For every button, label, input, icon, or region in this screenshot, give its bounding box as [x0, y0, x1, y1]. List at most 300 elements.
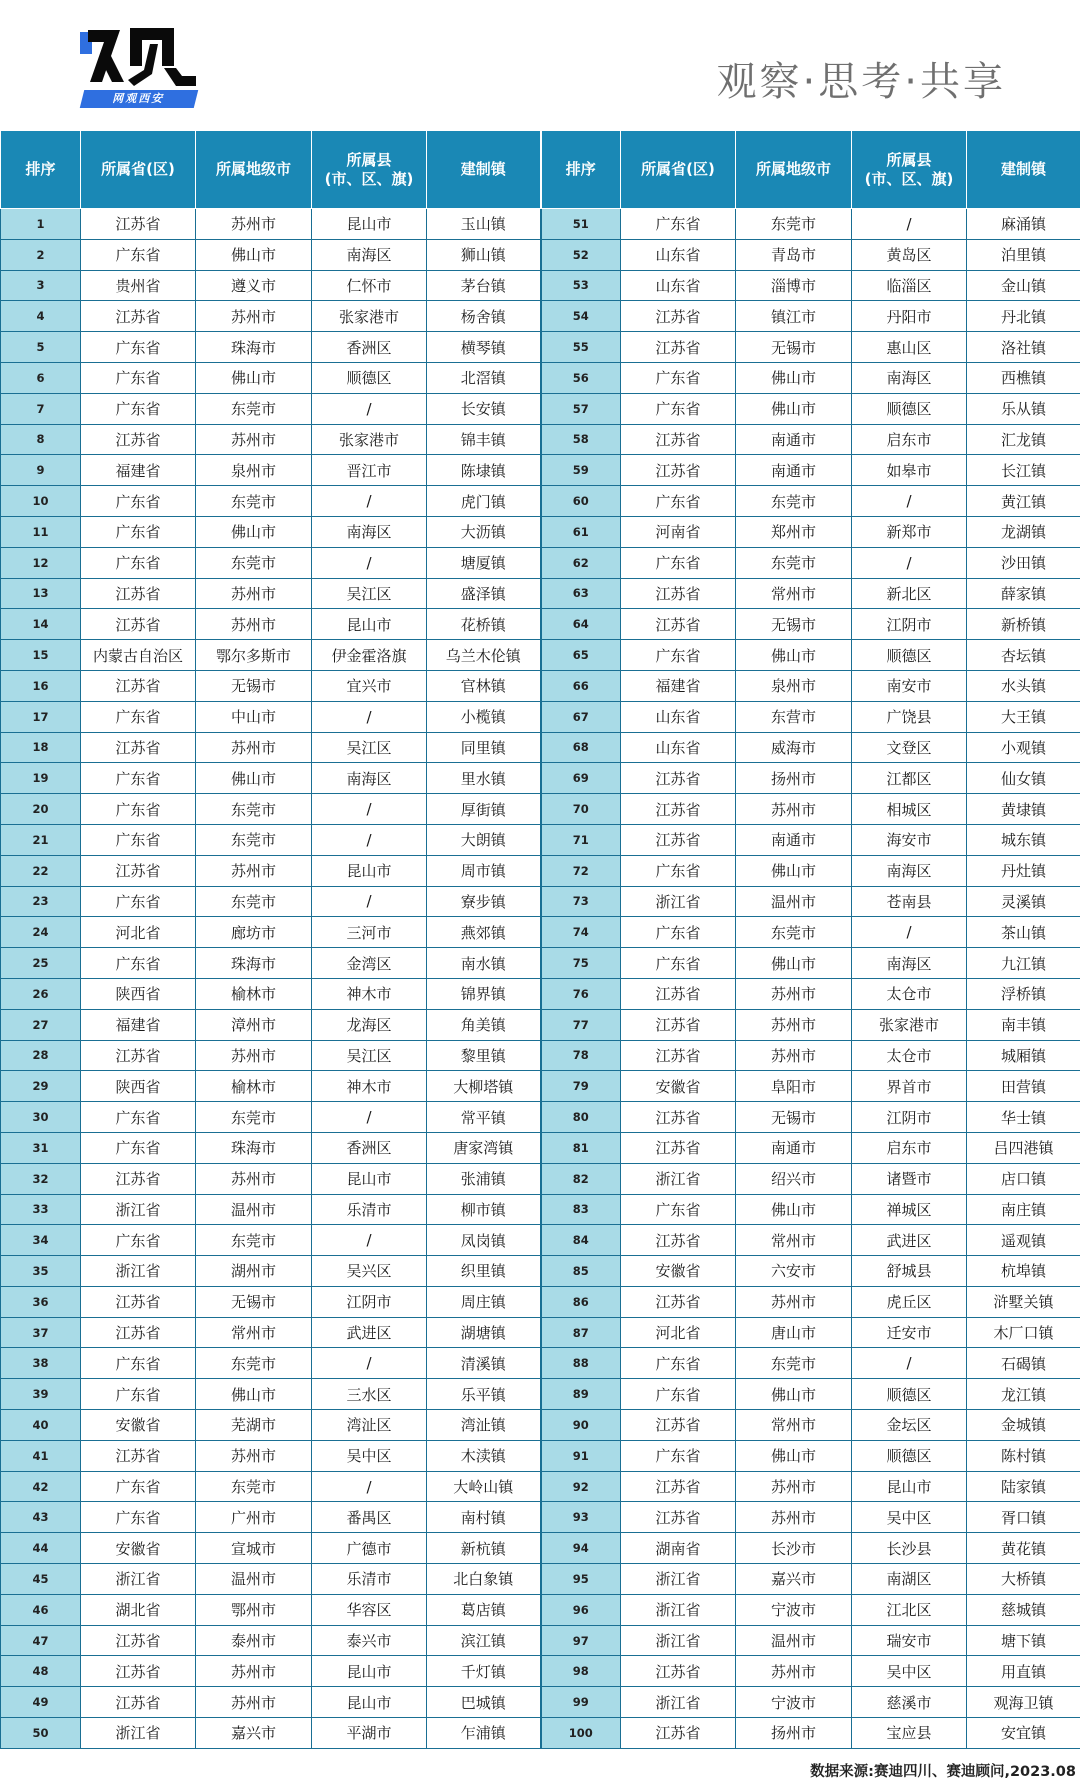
cell-rank: 64 — [541, 609, 621, 640]
cell-city: 温州市 — [736, 1625, 852, 1656]
logo — [80, 24, 200, 112]
cell-county: 神木市 — [312, 978, 427, 1009]
cell-town: 张浦镇 — [427, 1163, 541, 1194]
cell-rank: 4 — [1, 301, 81, 332]
cell-town: 长江镇 — [967, 455, 1080, 486]
cell-province: 江苏省 — [621, 1286, 736, 1317]
cell-province: 浙江省 — [621, 1625, 736, 1656]
cell-city: 苏州市 — [196, 578, 312, 609]
cell-rank: 21 — [1, 824, 81, 855]
cell-town: 厚街镇 — [427, 794, 541, 825]
cell-town: 同里镇 — [427, 732, 541, 763]
cell-province: 江苏省 — [621, 1040, 736, 1071]
cell-town: 大王镇 — [967, 701, 1080, 732]
cell-town: 浒墅关镇 — [967, 1286, 1080, 1317]
cell-town: 泊里镇 — [967, 239, 1080, 270]
cell-county: 张家港市 — [852, 1009, 967, 1040]
cell-town: 新杭镇 — [427, 1533, 541, 1564]
cell-county: 顺德区 — [852, 1379, 967, 1410]
cell-province: 广东省 — [81, 763, 196, 794]
cell-city: 温州市 — [736, 886, 852, 917]
table-row — [1, 701, 1080, 732]
cell-rank: 68 — [541, 732, 621, 763]
cell-town: 黄埭镇 — [967, 794, 1080, 825]
cell-rank: 29 — [1, 1071, 81, 1102]
cell-province: 广东省 — [621, 948, 736, 979]
cell-province: 江苏省 — [621, 794, 736, 825]
cell-rank: 99 — [541, 1687, 621, 1718]
cell-city: 佛山市 — [736, 855, 852, 886]
cell-city: 常州市 — [736, 1225, 852, 1256]
cell-city: 苏州市 — [736, 794, 852, 825]
cell-town: 常平镇 — [427, 1102, 541, 1133]
cell-county: 顺德区 — [312, 362, 427, 393]
cell-town: 凤岗镇 — [427, 1225, 541, 1256]
cell-town: 茅台镇 — [427, 270, 541, 301]
cell-rank: 34 — [1, 1225, 81, 1256]
cell-town: 杏坛镇 — [967, 640, 1080, 671]
cell-town: 黎里镇 — [427, 1040, 541, 1071]
table-row — [1, 1471, 1080, 1502]
cell-province: 江苏省 — [621, 1656, 736, 1687]
cell-county: 诸暨市 — [852, 1163, 967, 1194]
cell-rank: 2 — [1, 239, 81, 270]
cell-city: 苏州市 — [196, 1687, 312, 1718]
cell-rank: 89 — [541, 1379, 621, 1410]
cell-town: 虎门镇 — [427, 486, 541, 517]
cell-province: 山东省 — [621, 239, 736, 270]
cell-rank: 66 — [541, 670, 621, 701]
cell-city: 温州市 — [196, 1194, 312, 1225]
cell-town: 丹灶镇 — [967, 855, 1080, 886]
table-row — [1, 855, 1080, 886]
cell-city: 苏州市 — [736, 978, 852, 1009]
cell-city: 镇江市 — [736, 301, 852, 332]
cell-county: 长沙县 — [852, 1533, 967, 1564]
cell-province: 广东省 — [621, 917, 736, 948]
cell-county: 吴兴区 — [312, 1256, 427, 1287]
cell-city: 东莞市 — [196, 1225, 312, 1256]
cell-province: 山东省 — [621, 270, 736, 301]
cell-town: 田营镇 — [967, 1071, 1080, 1102]
cell-town: 胥口镇 — [967, 1502, 1080, 1533]
cell-province: 广东省 — [81, 1471, 196, 1502]
cell-province: 广东省 — [81, 948, 196, 979]
cell-town: 城东镇 — [967, 824, 1080, 855]
cell-rank: 70 — [541, 794, 621, 825]
cell-county: 新郑市 — [852, 516, 967, 547]
cell-county: / — [852, 917, 967, 948]
table-row — [1, 824, 1080, 855]
table-row — [1, 978, 1080, 1009]
cell-town: 木厂口镇 — [967, 1317, 1080, 1348]
cell-province: 浙江省 — [81, 1256, 196, 1287]
table-row — [1, 1440, 1080, 1471]
cell-province: 福建省 — [81, 455, 196, 486]
cell-rank: 16 — [1, 670, 81, 701]
cell-city: 无锡市 — [196, 670, 312, 701]
page-header — [0, 0, 1080, 130]
table-row — [1, 1009, 1080, 1040]
cell-town: 乐从镇 — [967, 393, 1080, 424]
cell-rank: 85 — [541, 1256, 621, 1287]
cell-county: 广饶县 — [852, 701, 967, 732]
cell-province: 广东省 — [621, 1348, 736, 1379]
cell-town: 唐家湾镇 — [427, 1132, 541, 1163]
cell-province: 浙江省 — [81, 1194, 196, 1225]
table-row — [1, 332, 1080, 363]
cell-rank: 52 — [541, 239, 621, 270]
table-row — [1, 516, 1080, 547]
cell-rank: 94 — [541, 1533, 621, 1564]
table-row — [1, 670, 1080, 701]
cell-county: 昆山市 — [312, 1687, 427, 1718]
cell-town: 慈城镇 — [967, 1594, 1080, 1625]
cell-province: 江苏省 — [621, 1102, 736, 1133]
cell-province: 江苏省 — [81, 301, 196, 332]
table-row — [1, 1564, 1080, 1595]
cell-county: 吴中区 — [852, 1502, 967, 1533]
cell-county: 吴江区 — [312, 578, 427, 609]
cell-rank: 35 — [1, 1256, 81, 1287]
table-row — [1, 732, 1080, 763]
cell-rank: 28 — [1, 1040, 81, 1071]
cell-rank: 95 — [541, 1564, 621, 1595]
cell-rank: 26 — [1, 978, 81, 1009]
cell-town: 西樵镇 — [967, 362, 1080, 393]
cell-city: 东莞市 — [736, 917, 852, 948]
cell-town: 杭埠镇 — [967, 1256, 1080, 1287]
cell-rank: 96 — [541, 1594, 621, 1625]
cell-county: 江阴市 — [852, 609, 967, 640]
cell-province: 广东省 — [81, 332, 196, 363]
cell-city: 常州市 — [736, 1410, 852, 1441]
cell-county: / — [312, 701, 427, 732]
cell-rank: 100 — [541, 1718, 621, 1749]
cell-province: 广东省 — [621, 1379, 736, 1410]
cell-city: 扬州市 — [736, 1718, 852, 1749]
cell-rank: 54 — [541, 301, 621, 332]
cell-city: 南通市 — [736, 424, 852, 455]
cell-county: / — [852, 209, 967, 240]
cell-town: 观海卫镇 — [967, 1687, 1080, 1718]
cell-town: 小观镇 — [967, 732, 1080, 763]
cell-county: 南安市 — [852, 670, 967, 701]
cell-rank: 71 — [541, 824, 621, 855]
cell-province: 河北省 — [621, 1317, 736, 1348]
cell-town: 用直镇 — [967, 1656, 1080, 1687]
cell-rank: 1 — [1, 209, 81, 240]
cell-town: 金城镇 — [967, 1410, 1080, 1441]
cell-rank: 51 — [541, 209, 621, 240]
cell-city: 苏州市 — [196, 1440, 312, 1471]
table-row — [1, 1656, 1080, 1687]
cell-county: / — [312, 824, 427, 855]
cell-city: 东莞市 — [196, 1348, 312, 1379]
cell-rank: 59 — [541, 455, 621, 486]
cell-province: 山东省 — [621, 732, 736, 763]
cell-county: 南海区 — [312, 763, 427, 794]
cell-province: 广东省 — [81, 824, 196, 855]
cell-province: 浙江省 — [621, 886, 736, 917]
cell-province: 江苏省 — [621, 1471, 736, 1502]
header-province: 所属省(区) — [621, 131, 736, 209]
table-row — [1, 239, 1080, 270]
cell-province: 陕西省 — [81, 1071, 196, 1102]
cell-rank: 10 — [1, 486, 81, 517]
cell-county: 南海区 — [852, 362, 967, 393]
cell-county: 晋江市 — [312, 455, 427, 486]
table-row — [1, 362, 1080, 393]
cell-town: 黄江镇 — [967, 486, 1080, 517]
cell-town: 杨舍镇 — [427, 301, 541, 332]
cell-town: 滨江镇 — [427, 1625, 541, 1656]
cell-city: 佛山市 — [736, 640, 852, 671]
cell-town: 木渎镇 — [427, 1440, 541, 1471]
cell-town: 南庄镇 — [967, 1194, 1080, 1225]
cell-province: 江苏省 — [621, 1502, 736, 1533]
cell-province: 江苏省 — [621, 1009, 736, 1040]
cell-city: 苏州市 — [196, 209, 312, 240]
cell-city: 青岛市 — [736, 239, 852, 270]
cell-rank: 65 — [541, 640, 621, 671]
cell-city: 芜湖市 — [196, 1410, 312, 1441]
table-row — [1, 1040, 1080, 1071]
cell-county: / — [312, 486, 427, 517]
cell-city: 淄博市 — [736, 270, 852, 301]
cell-rank: 86 — [541, 1286, 621, 1317]
cell-rank: 67 — [541, 701, 621, 732]
cell-town: 大沥镇 — [427, 516, 541, 547]
cell-province: 江苏省 — [81, 732, 196, 763]
cell-county: / — [312, 1471, 427, 1502]
cell-province: 江苏省 — [621, 978, 736, 1009]
header-town: 建制镇 — [967, 131, 1080, 209]
cell-town: 南丰镇 — [967, 1009, 1080, 1040]
cell-province: 福建省 — [81, 1009, 196, 1040]
cell-city: 佛山市 — [736, 1194, 852, 1225]
cell-county: 禅城区 — [852, 1194, 967, 1225]
table-row — [1, 1410, 1080, 1441]
cell-city: 威海市 — [736, 732, 852, 763]
cell-town: 金山镇 — [967, 270, 1080, 301]
cell-province: 广东省 — [81, 362, 196, 393]
cell-province: 江苏省 — [621, 578, 736, 609]
cell-county: 顺德区 — [852, 1440, 967, 1471]
table-row — [1, 270, 1080, 301]
table-row — [1, 1071, 1080, 1102]
cell-rank: 90 — [541, 1410, 621, 1441]
cell-province: 广东省 — [81, 1379, 196, 1410]
cell-rank: 19 — [1, 763, 81, 794]
cell-city: 湖州市 — [196, 1256, 312, 1287]
cell-province: 广东省 — [81, 1225, 196, 1256]
cell-rank: 36 — [1, 1286, 81, 1317]
cell-province: 浙江省 — [81, 1718, 196, 1749]
cell-province: 广东省 — [81, 1348, 196, 1379]
cell-city: 宁波市 — [736, 1594, 852, 1625]
cell-province: 江苏省 — [81, 1286, 196, 1317]
cell-town: 吕四港镇 — [967, 1132, 1080, 1163]
cell-rank: 63 — [541, 578, 621, 609]
header-town: 建制镇 — [427, 131, 541, 209]
table-row — [1, 640, 1080, 671]
cell-city: 佛山市 — [736, 393, 852, 424]
table-row — [1, 578, 1080, 609]
table-row — [1, 1132, 1080, 1163]
cell-town: 里水镇 — [427, 763, 541, 794]
cell-county: 吴中区 — [852, 1656, 967, 1687]
cell-county: 昆山市 — [312, 1656, 427, 1687]
table-header-row — [1, 131, 1080, 209]
table-row — [1, 1502, 1080, 1533]
cell-town: 南水镇 — [427, 948, 541, 979]
cell-rank: 58 — [541, 424, 621, 455]
cell-rank: 76 — [541, 978, 621, 1009]
table-row — [1, 547, 1080, 578]
cell-province: 广东省 — [81, 516, 196, 547]
cell-town: 茶山镇 — [967, 917, 1080, 948]
cell-province: 江苏省 — [621, 609, 736, 640]
cell-city: 泰州市 — [196, 1625, 312, 1656]
cell-rank: 43 — [1, 1502, 81, 1533]
cell-town: 浮桥镇 — [967, 978, 1080, 1009]
cell-rank: 48 — [1, 1656, 81, 1687]
cell-rank: 88 — [541, 1348, 621, 1379]
header-city: 所属地级市 — [196, 131, 312, 209]
cell-town: 陆家镇 — [967, 1471, 1080, 1502]
cell-county: 神木市 — [312, 1071, 427, 1102]
cell-county: 江都区 — [852, 763, 967, 794]
cell-rank: 60 — [541, 486, 621, 517]
cell-town: 燕郊镇 — [427, 917, 541, 948]
cell-city: 苏州市 — [736, 1040, 852, 1071]
cell-rank: 25 — [1, 948, 81, 979]
cell-province: 江苏省 — [81, 1687, 196, 1718]
cell-province: 江苏省 — [81, 424, 196, 455]
cell-city: 泉州市 — [736, 670, 852, 701]
table-row — [1, 1625, 1080, 1656]
cell-city: 常州市 — [736, 578, 852, 609]
cell-town: 官林镇 — [427, 670, 541, 701]
cell-town: 织里镇 — [427, 1256, 541, 1287]
cell-county: 新北区 — [852, 578, 967, 609]
cell-county: 乐清市 — [312, 1194, 427, 1225]
cell-town: 水头镇 — [967, 670, 1080, 701]
cell-rank: 41 — [1, 1440, 81, 1471]
cell-county: 龙海区 — [312, 1009, 427, 1040]
cell-rank: 77 — [541, 1009, 621, 1040]
cell-county: 启东市 — [852, 424, 967, 455]
cell-province: 江苏省 — [81, 1656, 196, 1687]
cell-province: 江苏省 — [621, 301, 736, 332]
cell-rank: 93 — [541, 1502, 621, 1533]
cell-city: 宁波市 — [736, 1687, 852, 1718]
cell-county: 瑞安市 — [852, 1625, 967, 1656]
cell-county: 昆山市 — [852, 1471, 967, 1502]
cell-province: 内蒙古自治区 — [81, 640, 196, 671]
cell-county: 泰兴市 — [312, 1625, 427, 1656]
cell-province: 河南省 — [621, 516, 736, 547]
cell-town: 汇龙镇 — [967, 424, 1080, 455]
cell-county: 丹阳市 — [852, 301, 967, 332]
cell-town: 巴城镇 — [427, 1687, 541, 1718]
cell-town: 狮山镇 — [427, 239, 541, 270]
cell-city: 东莞市 — [736, 486, 852, 517]
cell-city: 扬州市 — [736, 763, 852, 794]
cell-city: 嘉兴市 — [196, 1718, 312, 1749]
cell-province: 广东省 — [81, 486, 196, 517]
cell-county: 武进区 — [852, 1225, 967, 1256]
cell-county: / — [852, 547, 967, 578]
ranking-table — [0, 130, 1080, 1749]
cell-rank: 33 — [1, 1194, 81, 1225]
cell-city: 苏州市 — [736, 1502, 852, 1533]
cell-rank: 38 — [1, 1348, 81, 1379]
cell-county: 张家港市 — [312, 301, 427, 332]
cell-rank: 13 — [1, 578, 81, 609]
cell-rank: 82 — [541, 1163, 621, 1194]
cell-town: 乍浦镇 — [427, 1718, 541, 1749]
cell-county: 惠山区 — [852, 332, 967, 363]
cell-province: 江苏省 — [621, 1225, 736, 1256]
table-row — [1, 1687, 1080, 1718]
cell-rank: 42 — [1, 1471, 81, 1502]
cell-province: 广东省 — [81, 886, 196, 917]
cell-city: 嘉兴市 — [736, 1564, 852, 1595]
table-row — [1, 1533, 1080, 1564]
cell-rank: 31 — [1, 1132, 81, 1163]
cell-town: 花桥镇 — [427, 609, 541, 640]
cell-rank: 53 — [541, 270, 621, 301]
cell-rank: 84 — [541, 1225, 621, 1256]
cell-rank: 74 — [541, 917, 621, 948]
table-row — [1, 948, 1080, 979]
cell-rank: 40 — [1, 1410, 81, 1441]
cell-city: 东莞市 — [736, 547, 852, 578]
cell-province: 广东省 — [621, 362, 736, 393]
cell-province: 广东省 — [621, 855, 736, 886]
cell-province: 浙江省 — [81, 1564, 196, 1595]
cell-city: 宣城市 — [196, 1533, 312, 1564]
cell-rank: 81 — [541, 1132, 621, 1163]
cell-province: 安徽省 — [81, 1410, 196, 1441]
cell-town: 湖塘镇 — [427, 1317, 541, 1348]
cell-province: 广东省 — [621, 640, 736, 671]
cell-town: 安宜镇 — [967, 1718, 1080, 1749]
cell-town: 玉山镇 — [427, 209, 541, 240]
cell-county: 如皋市 — [852, 455, 967, 486]
cell-town: 黄花镇 — [967, 1533, 1080, 1564]
cell-county: 昆山市 — [312, 1163, 427, 1194]
cell-province: 湖北省 — [81, 1594, 196, 1625]
cell-rank: 27 — [1, 1009, 81, 1040]
cell-province: 江苏省 — [81, 609, 196, 640]
cell-county: 张家港市 — [312, 424, 427, 455]
cell-province: 山东省 — [621, 701, 736, 732]
cell-rank: 24 — [1, 917, 81, 948]
cell-province: 江苏省 — [81, 855, 196, 886]
cell-county: 宜兴市 — [312, 670, 427, 701]
cell-province: 广东省 — [81, 1502, 196, 1533]
cell-county: / — [312, 393, 427, 424]
cell-city: 鄂尔多斯市 — [196, 640, 312, 671]
cell-rank: 20 — [1, 794, 81, 825]
cell-province: 浙江省 — [621, 1163, 736, 1194]
cell-city: 苏州市 — [196, 609, 312, 640]
cell-city: 中山市 — [196, 701, 312, 732]
cell-rank: 80 — [541, 1102, 621, 1133]
